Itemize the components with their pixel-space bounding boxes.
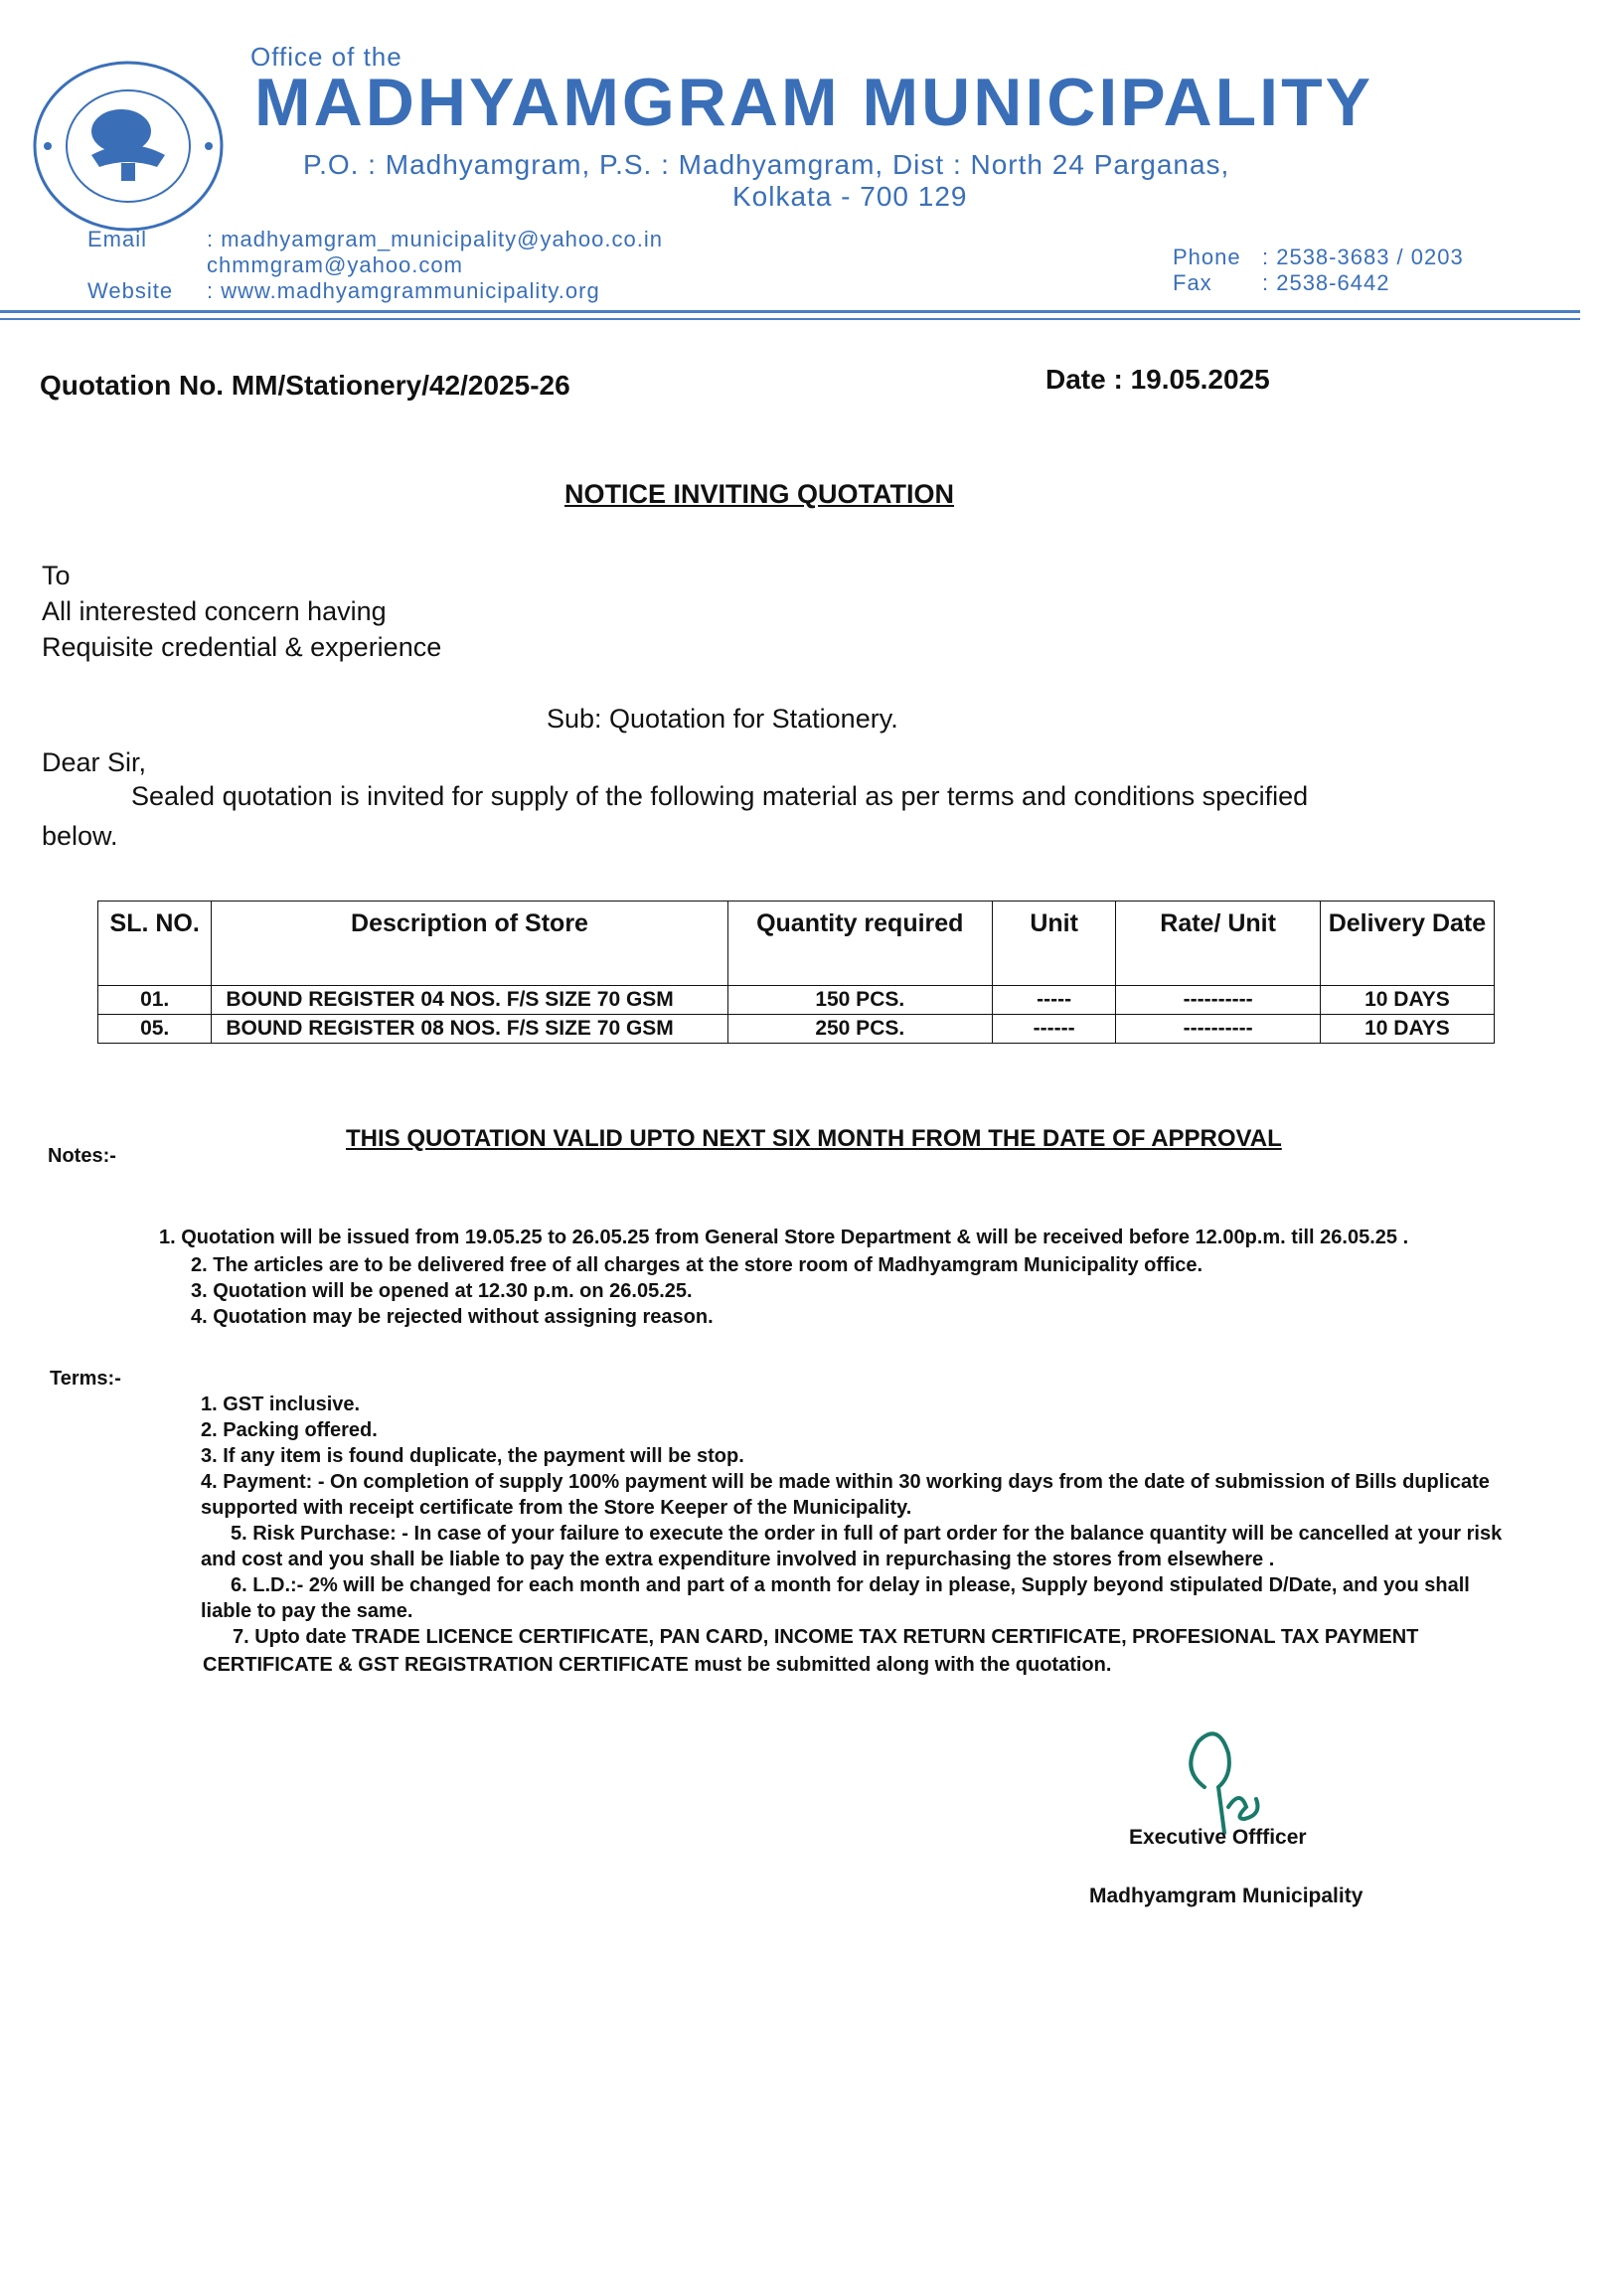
cell-unit: ----- [992, 986, 1116, 1015]
term-line: 5. Risk Purchase: - In case of your failure to execute the order in full of part order for the balance quantity will be cancelled at your risk [231, 1523, 1503, 1545]
note-item: 2. The articles are to be delivered free of all charges at the store room of Madhyamgram Municipality office. [191, 1254, 1203, 1276]
municipality-seal-logo [30, 58, 227, 235]
signatory-designation: Executive Offficer [1129, 1826, 1307, 1849]
term-line: 7. Upto date TRADE LICENCE CERTIFICATE, PAN CARD, INCOME TAX RETURN CERTIFICATE, PROFESIONAL TAX PAYMENT [233, 1626, 1419, 1648]
cell-description: BOUND REGISTER 08 NOS. F/S SIZE 70 GSM [212, 1015, 727, 1044]
table-header-row [98, 902, 1495, 986]
col-delivery: Delivery Date [1320, 902, 1494, 986]
cell-rate: ---------- [1116, 986, 1320, 1015]
table-row [98, 1015, 1495, 1044]
email-label: Email [87, 227, 148, 251]
notes-label: Notes:- [48, 1145, 116, 1167]
phone-number: : 2538-3683 / 0203 [1262, 245, 1464, 269]
letterhead-office-of: Office of the [250, 42, 402, 72]
cell-delivery: 10 DAYS [1320, 986, 1494, 1015]
subject-line: Sub: Quotation for Stationery. [547, 704, 898, 734]
signatory-organisation: Madhyamgram Municipality [1089, 1885, 1363, 1907]
fax-number: : 2538-6442 [1262, 270, 1390, 295]
cell-unit: ------ [992, 1015, 1116, 1044]
addressee-to: To [42, 561, 71, 590]
term-line: 1. GST inclusive. [201, 1394, 361, 1415]
letterhead-contact-right [1173, 245, 1464, 296]
col-description: Description of Store [212, 902, 727, 986]
term-line: 3. If any item is found duplicate, the payment will be stop. [201, 1445, 744, 1467]
term-line: 4. Payment: - On completion of supply 100% payment will be made within 30 working days from the date of submission of Bills duplicate [201, 1471, 1490, 1493]
handwritten-signature [1173, 1725, 1282, 1835]
email-primary: : madhyamgram_municipality@yahoo.co.in [207, 227, 663, 251]
quotation-date: Date : 19.05.2025 [1045, 364, 1270, 395]
term-line: 2. Packing offered. [201, 1419, 378, 1441]
terms-label: Terms:- [50, 1368, 121, 1390]
note-item: 3. Quotation will be opened at 12.30 p.m. on 26.05.25. [191, 1280, 693, 1302]
letterhead-municipality-name: MADHYAMGRAM MUNICIPALITY [254, 65, 1373, 140]
salutation: Dear Sir, [42, 747, 147, 777]
cell-description: BOUND REGISTER 04 NOS. F/S SIZE 70 GSM [212, 986, 727, 1015]
col-unit: Unit [992, 902, 1116, 986]
letterhead-rule-bottom [0, 318, 1580, 320]
intro-line1: Sealed quotation is invited for supply of the following material as per terms and conditions specified [131, 781, 1309, 811]
store-items-table [97, 901, 1495, 1044]
addressee-line1: All interested concern having [42, 596, 387, 626]
quotation-number: Quotation No. MM/Stationery/42/2025-26 [40, 370, 570, 401]
addressee-line2: Requisite credential & experience [42, 632, 442, 662]
cell-quantity: 150 PCS. [727, 986, 992, 1015]
website-url: : www.madhyamgrammunicipality.org [207, 278, 600, 303]
cell-sl: 05. [98, 1015, 212, 1044]
letterhead-address-line2: Kolkata - 700 129 [732, 181, 968, 212]
col-rate: Rate/ Unit [1116, 902, 1320, 986]
intro-line2: below. [42, 821, 118, 851]
phone-label: Phone [1173, 245, 1241, 269]
term-line: supported with receipt certificate from the Store Keeper of the Municipality. [201, 1497, 912, 1519]
note-item: 4. Quotation may be rejected without assigning reason. [191, 1306, 714, 1328]
website-label: Website [87, 278, 174, 303]
cell-sl: 01. [98, 986, 212, 1015]
letterhead-address-line1: P.O. : Madhyamgram, P.S. : Madhyamgram, Dist : North 24 Parganas, [303, 149, 1230, 180]
cell-quantity: 250 PCS. [727, 1015, 992, 1044]
term-line: 6. L.D.:- 2% will be changed for each month and part of a month for delay in please, Supply beyond stipulated D/Date, and you shall [231, 1574, 1470, 1596]
col-quantity: Quantity required [727, 902, 992, 986]
col-sl-no: SL. NO. [98, 902, 212, 986]
table-row [98, 986, 1495, 1015]
term-line: liable to pay the same. [201, 1600, 413, 1622]
fax-label: Fax [1173, 270, 1212, 295]
email-secondary: chmmgram@yahoo.com [207, 252, 463, 277]
cell-delivery: 10 DAYS [1320, 1015, 1494, 1044]
term-line: and cost and you shall be liable to pay the extra expenditure involved in repurchasing the stores from elsewhere . [201, 1549, 1275, 1570]
page-title: NOTICE INVITING QUOTATION [564, 479, 954, 509]
letterhead-contact-left [87, 227, 663, 304]
letterhead-rule-top [0, 310, 1580, 313]
term-line: CERTIFICATE & GST REGISTRATION CERTIFICATE must be submitted along with the quotation. [203, 1654, 1112, 1676]
validity-notice: THIS QUOTATION VALID UPTO NEXT SIX MONTH FROM THE DATE OF APPROVAL [346, 1125, 1282, 1152]
cell-rate: ---------- [1116, 1015, 1320, 1044]
note-item: 1. Quotation will be issued from 19.05.25 to 26.05.25 from General Store Department & will be received before 12.00p.m. till 26.05.25 . [159, 1227, 1409, 1248]
